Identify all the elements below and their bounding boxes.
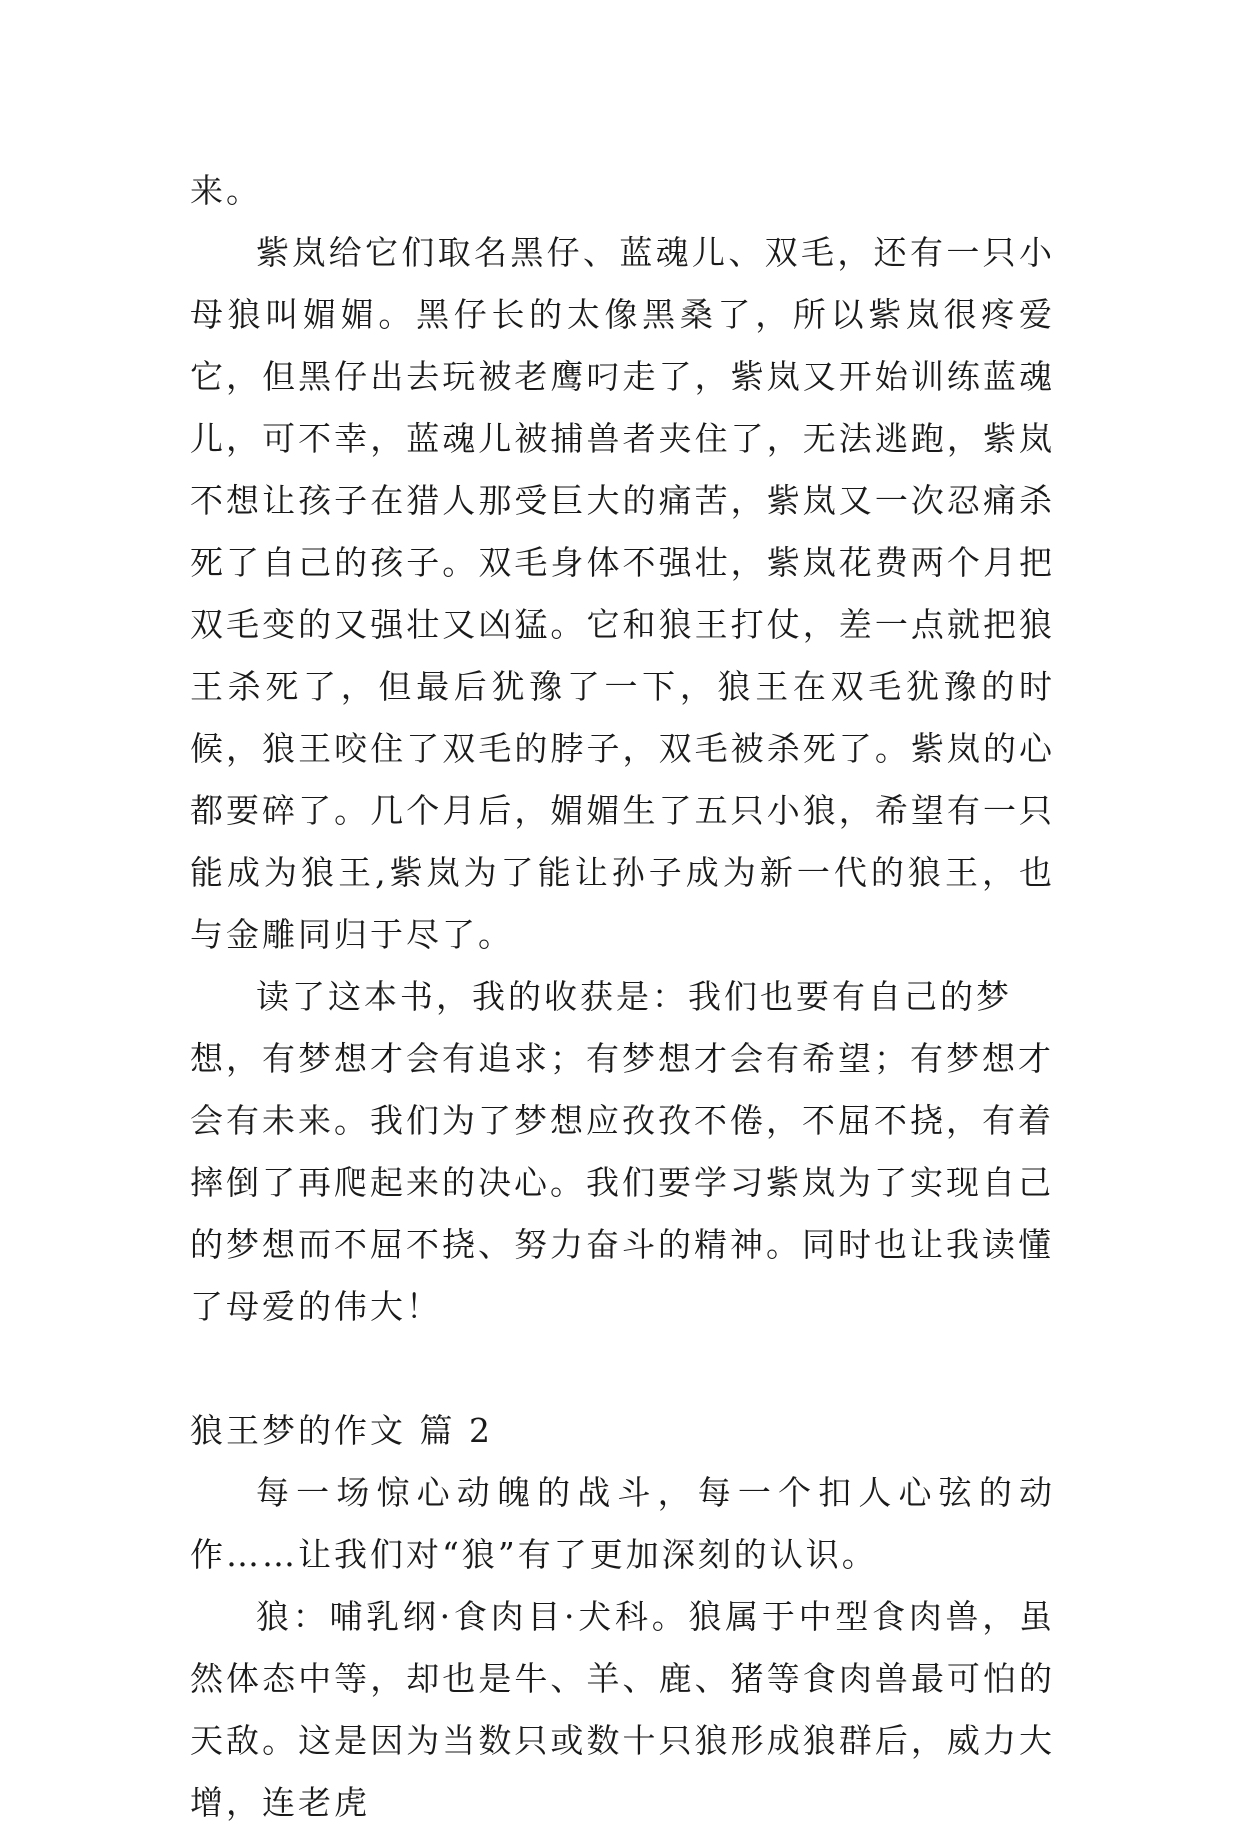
document-body xyxy=(190,160,1055,1834)
paragraph-intro: 每一场惊心动魄的战斗，每一个扣人心弦的动作……让我们对“狼”有了更加深刻的认识。 xyxy=(190,1473,1055,1574)
paragraph-reflection: 读了这本书，我的收获是：我们也要有自己的梦想，有梦想才会有追求；有梦想才会有希望；有梦想才会有未来。我们为了梦想应孜孜不倦，不屈不挠，有着摔倒了再爬起来的决心。我们要学习紫岚为了实现自己的梦想而不屈不挠、努力奋斗的精神。同时也让我读懂了母爱的伟大！ xyxy=(190,977,1054,1326)
paragraph-story-summary: 紫岚给它们取名黑仔、蓝魂儿、双毛，还有一只小母狼叫媚媚。黑仔长的太像黑桑了，所以紫岚很疼爱它，但黑仔出去玩被老鹰叼走了，紫岚又开始训练蓝魂儿，可不幸，蓝魂儿被捕兽者夹住了，无法逃跑，紫岚不想让孩子在猎人那受巨大的痛苦，紫岚又一次忍痛杀死了自己的孩子。双毛身体不强壮，紫岚花费两个月把双毛变的又强壮又凶猛。它和狼王打仗，差一点就把狼王杀死了，但最后犹豫了一下，狼王在双毛犹豫的时候，狼王咬住了双毛的脖子，双毛被杀死了。紫岚的心都要碎了。几个月后，媚媚生了五只小狼，希望有一只能成为狼王,紫岚为了能让孙子成为新一代的狼王，也与金雕同归于尽了。 xyxy=(190,233,1055,954)
section-heading: 狼王梦的作文 篇 2 xyxy=(190,1411,493,1450)
paragraph-continuation: 来。 xyxy=(190,171,262,210)
paragraph-wolf-description: 狼：哺乳纲·食肉目·犬科。狼属于中型食肉兽，虽然体态中等，却也是牛、羊、鹿、猪等食肉兽最可怕的天敌。这是因为当数只或数十只狼形成狼群后，威力大增，连老虎 xyxy=(190,1597,1055,1822)
